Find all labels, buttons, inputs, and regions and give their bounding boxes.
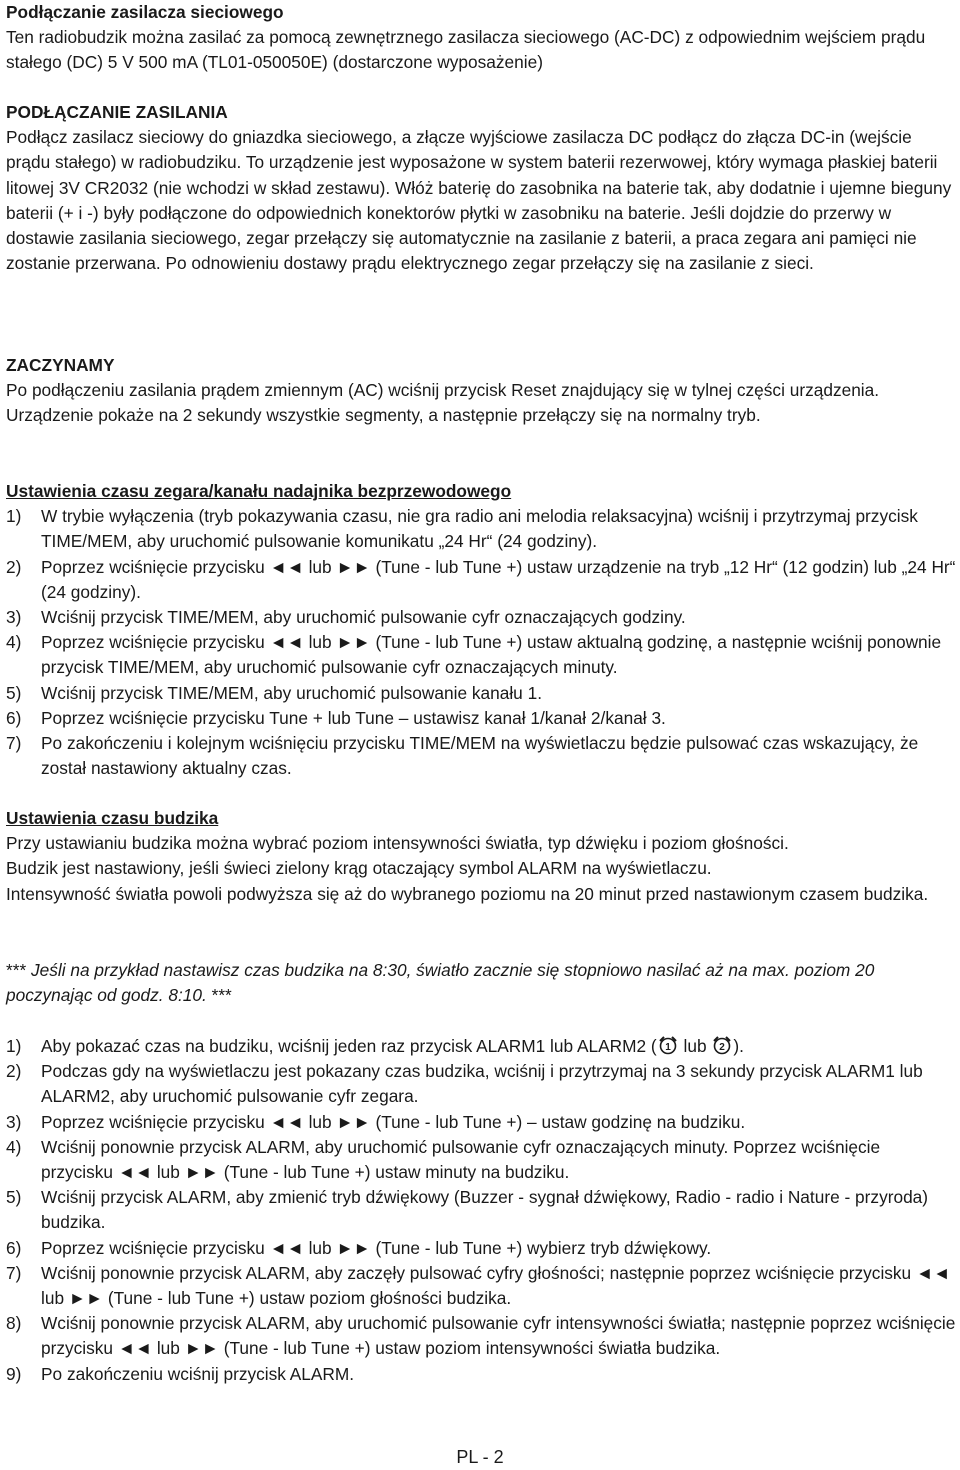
note-text: Jeśli na przykład nastawisz czas budzika na 8:30, światło zacznie się stopniowo nasilać aż na max. poziom 20 poczynając od godz. 8:10. xyxy=(6,960,875,1006)
list-text: Poprzez wciśnięcie przycisku ◄◄ lub ►► (Tune - lub Tune +) wybierz tryb dźwiękowy. xyxy=(41,1237,712,1258)
list-item xyxy=(6,681,956,706)
list-number: 4) xyxy=(6,1136,22,1157)
list-text: Wciśnij ponownie przycisk ALARM, aby uruchomić pulsowanie cyfr oznaczających minuty. Poprzez wciśnięcie przycisku ◄◄ lub ►► (Tune - lub Tune +) ustaw minuty na budziku. xyxy=(41,1136,881,1183)
list-item xyxy=(6,1135,956,1185)
list-item xyxy=(6,605,956,630)
list-item xyxy=(6,555,956,605)
clock-steps-list xyxy=(6,504,956,781)
list-item xyxy=(6,630,956,680)
list-item xyxy=(6,1059,956,1109)
note-paragraph xyxy=(6,958,956,1008)
list-text: Podczas gdy na wyświetlaczu jest pokazany czas budzika, wciśnij i przytrzymaj na 3 sekundy przycisk ALARM1 lub ALARM2, aby uruchomić pulsowanie cyfr zegara. xyxy=(41,1061,923,1107)
list-text: Poprzez wciśnięcie przycisku ◄◄ lub ►► (Tune - lub Tune +) ustaw urządzenie na tryb „12 Hr“ (12 godzin) lub „24 Hr“ (24 godziny). xyxy=(41,556,956,602)
note-stars: *** xyxy=(6,960,31,980)
paragraph: Budzik jest nastawiony, jeśli świeci zielony krąg otaczający symbol ALARM na wyświetlaczu. xyxy=(6,858,712,879)
list-item xyxy=(6,1034,956,1059)
section-title: Ustawienia czasu budzika xyxy=(6,808,219,828)
section-power-connection xyxy=(6,100,956,276)
section-power-adapter xyxy=(6,0,956,76)
list-text: Wciśnij przycisk ALARM, aby zmienić tryb dźwiękowy (Buzzer - sygnał dźwiękowy, Radio - radio i Nature - przyroda) budzika. xyxy=(41,1187,929,1233)
alarm-clock-2-icon xyxy=(711,1035,733,1055)
alarm-steps-list xyxy=(6,1034,956,1387)
alarm-clock-1-icon xyxy=(657,1035,679,1055)
section-clock-settings xyxy=(6,479,956,781)
list-item xyxy=(6,1185,956,1235)
list-text: W trybie wyłączenia (tryb pokazywania czasu, nie gra radio ani melodia relaksacyjna) wciśnij i przytrzymaj przycisk TIME/MEM, aby uruchomić pulsowanie komunikatu „24 Hr“ (24 godziny). xyxy=(41,506,918,552)
list-item xyxy=(6,504,956,554)
list-text: Poprzez wciśnięcie przycisku ◄◄ lub ►► (Tune - lub Tune +) ustaw aktualną godzinę, a następnie wciśnij ponownie przycisk TIME/MEM, aby uruchomić pulsowanie cyfr oznaczających minuty. xyxy=(41,632,942,678)
list-item xyxy=(6,1311,956,1361)
list-item xyxy=(6,1261,956,1311)
paragraph: Po podłączeniu zasilania prądem zmiennym (AC) wciśnij przycisk Reset znajdujący się w tylnej części urządzenia. xyxy=(6,380,880,401)
section-alarm-settings xyxy=(6,806,956,907)
list-number: 6) xyxy=(6,1237,22,1258)
list-text: Po zakończeniu wciśnij przycisk ALARM. xyxy=(41,1363,355,1384)
section-title: ZACZYNAMY xyxy=(6,355,115,375)
list-number: 3) xyxy=(6,1111,22,1132)
list-item xyxy=(6,706,956,731)
list-text: Wciśnij ponownie przycisk ALARM, aby zaczęły pulsować cyfry głośności; następnie poprzez wciśnięcie przycisku ◄◄ lub ►► (Tune - lub Tune +) ustaw poziom głośności budzika. xyxy=(41,1262,951,1309)
list-item xyxy=(6,1362,956,1387)
list-text: ). xyxy=(733,1036,744,1056)
section-title: Podłączanie zasilacza sieciowego xyxy=(6,2,284,22)
list-number: 2) xyxy=(6,556,22,577)
list-number: 8) xyxy=(6,1313,22,1334)
list-text: lub xyxy=(678,1036,712,1056)
list-text: Wciśnij przycisk TIME/MEM, aby uruchomić pulsowanie cyfr oznaczających godziny. xyxy=(41,607,686,628)
paragraph: Ten radiobudzik można zasilać za pomocą zewnętrznego zasilacza sieciowego (AC-DC) z odpowiednim wejściem prądu stałego (DC) 5 V 500 mA (TL01-050050E) (dostarczone wyposażenie) xyxy=(6,27,926,73)
paragraph: Intensywność światła powoli podwyższa się aż do wybranego poziomu na 20 minut przed nastawionym czasem budzika. xyxy=(6,883,929,904)
list-text: Poprzez wciśnięcie przycisku ◄◄ lub ►► (Tune - lub Tune +) – ustaw godzinę na budziku. xyxy=(41,1111,746,1132)
list-number: 6) xyxy=(6,707,22,728)
svg-text:2: 2 xyxy=(719,1042,726,1053)
svg-text:1: 1 xyxy=(664,1042,671,1053)
list-number: 7) xyxy=(6,1262,22,1283)
section-getting-started xyxy=(6,353,956,429)
list-number: 5) xyxy=(6,1187,22,1208)
alarm-steps xyxy=(6,1034,956,1387)
list-number: 5) xyxy=(6,682,22,703)
list-number: 9) xyxy=(6,1363,22,1384)
list-number: 3) xyxy=(6,607,22,628)
list-item xyxy=(6,1236,956,1261)
page-number: PL - 2 xyxy=(456,1447,504,1467)
list-item xyxy=(6,1110,956,1135)
list-text: Wciśnij przycisk TIME/MEM, aby uruchomić pulsowanie kanału 1. xyxy=(41,682,543,703)
section-title: Ustawienia czasu zegara/kanału nadajnika bezprzewodowego xyxy=(6,481,512,501)
note-stars: *** xyxy=(206,985,232,1006)
paragraph: Urządzenie pokaże na 2 sekundy wszystkie segmenty, a następnie przełączy się na normalny tryb. xyxy=(6,405,761,426)
list-number: 1) xyxy=(6,1036,22,1056)
alarm-example-note xyxy=(6,958,956,1008)
list-text: Poprzez wciśnięcie przycisku Tune + lub Tune – ustawisz kanał 1/kanał 2/kanał 3. xyxy=(41,707,666,728)
paragraph: Podłącz zasilacz sieciowy do gniazdka sieciowego, a złącze wyjściowe zasilacza DC podłącz do złącza DC-in (wejście prądu stałego) w radiobudziku. To urządzenie jest wyposażone w system baterii rezerwowej, który wymaga płaskiej baterii litowej 3V CR2032 (nie wchodzi w skład zestawu). Włóż baterię do zasobnika na baterie tak, aby dodatnie i ujemne bieguny baterii (+ i -) były podłączone do odpowiednich konektorów płytki w zasobniku na baterie. Jeśli dojdzie do przerwy w dostawie zasilania sieciowego, zegar przełączy się automatycznie na zasilanie z baterii, a praca zegara ani pamięci nie zostanie przerwana. Po odnowieniu dostawy prądu elektrycznego zegar przełączy się na zasilanie z sieci. xyxy=(6,127,952,274)
list-number: 2) xyxy=(6,1061,22,1082)
section-title: PODŁĄCZANIE ZASILANIA xyxy=(6,102,228,122)
list-number: 4) xyxy=(6,632,22,653)
list-text: Aby pokazać czas na budziku, wciśnij jeden raz przycisk ALARM1 lub ALARM2 ( xyxy=(41,1036,657,1056)
list-text: Wciśnij ponownie przycisk ALARM, aby uruchomić pulsowanie cyfr intensywności światła; następnie poprzez wciśnięcie przycisku ◄◄ lub ►► (Tune - lub Tune +) ustaw poziom intensywności światła budzika. xyxy=(41,1313,956,1359)
list-number: 1) xyxy=(6,506,22,527)
list-text: Po zakończeniu i kolejnym wciśnięciu przycisku TIME/MEM na wyświetlaczu będzie pulsować czas wskazujący, że został nastawiony aktualny czas. xyxy=(41,733,919,779)
paragraph: Przy ustawianiu budzika można wybrać poziom intensywności światła, typ dźwięku i poziom głośności. xyxy=(6,833,789,854)
list-item xyxy=(6,731,956,781)
list-number: 7) xyxy=(6,733,22,754)
